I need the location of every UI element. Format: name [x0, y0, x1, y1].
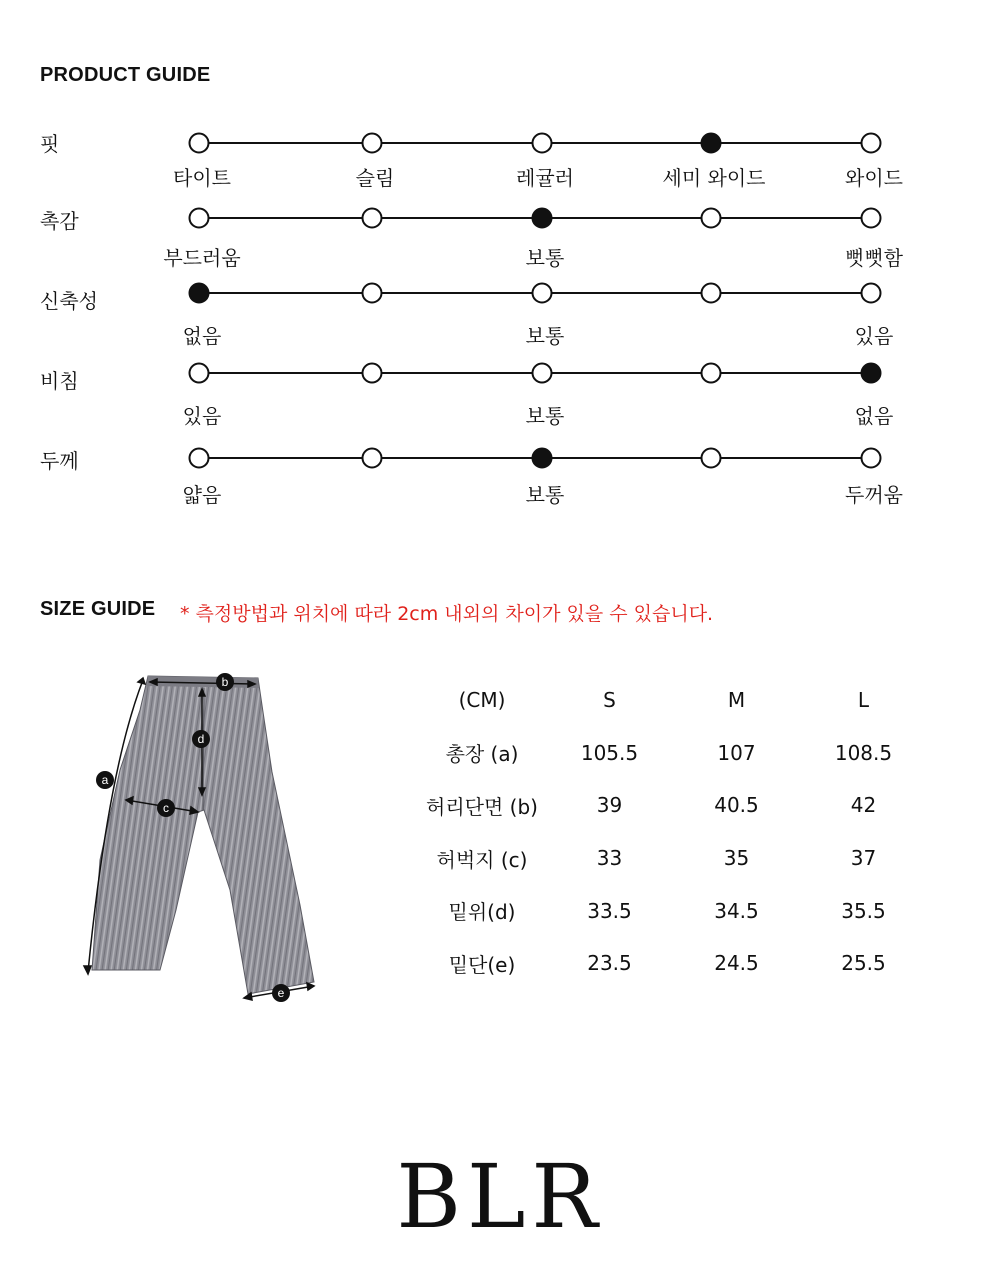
cell-value: 23.5 [587, 951, 632, 976]
scale-dot [362, 363, 383, 384]
marker-b-icon [216, 673, 234, 691]
cell-value: 40.5 [714, 793, 759, 818]
cell-value: 39 [596, 793, 623, 818]
row-label: 밑단(e) [448, 952, 516, 977]
row-label: 허리단면 (b) [426, 794, 538, 819]
svg-text:d: d [197, 732, 205, 746]
scale-caption: 두꺼움 [845, 483, 903, 507]
scale-dot [861, 208, 882, 229]
pants-measurement-diagram [80, 660, 340, 1010]
scale-dot [701, 283, 722, 304]
marker-c-icon [157, 799, 175, 817]
cell-value: 33.5 [587, 898, 632, 923]
scale-caption: 레귤러 [516, 166, 574, 190]
header-unit: (CM) [458, 688, 506, 713]
scale-dot [701, 208, 722, 229]
svg-text:e: e [277, 986, 285, 1000]
cell-value: 42 [850, 793, 877, 818]
cell-value: 105.5 [580, 740, 639, 765]
scale-dot [532, 363, 553, 384]
row-label: 밑위(d) [448, 900, 516, 925]
cell-value: 34.5 [714, 898, 759, 923]
header-size-l: L [857, 688, 870, 713]
cell-value: 35 [723, 846, 750, 871]
svg-text:a: a [101, 773, 109, 787]
scale-caption: 없음 [854, 404, 894, 428]
row-label: 허벅지 (c) [436, 847, 528, 872]
scale-dot [701, 363, 722, 384]
cell-value: 37 [850, 846, 877, 871]
scale-dot-selected [861, 363, 882, 384]
scale-caption: 없음 [182, 324, 222, 348]
scale-dot [189, 363, 210, 384]
scale-dot [532, 283, 553, 304]
table-row [418, 884, 927, 937]
header-size-s: S [603, 688, 616, 713]
scale-dot [861, 448, 882, 469]
size-table [418, 674, 927, 990]
size-guide-notice: * 측정방법과 위치에 따라 2cm 내외의 차이가 있을 수 있습니다. [180, 603, 714, 625]
scale-caption: 보통 [525, 246, 565, 270]
cell-value: 107 [717, 740, 756, 765]
scale-dot [362, 208, 383, 229]
scale-dot [861, 133, 882, 154]
scale-caption: 있음 [182, 404, 222, 428]
scale-dot-selected [532, 208, 553, 229]
header-size-m: M [727, 688, 746, 713]
table-row [418, 779, 927, 832]
scale-dot-selected [189, 283, 210, 304]
scale-caption: 슬림 [355, 166, 395, 190]
scale-caption: 보통 [525, 404, 565, 428]
scale-dot [362, 448, 383, 469]
scale-caption: 세미 와이드 [662, 166, 766, 190]
scale-label: 핏 [40, 132, 60, 156]
table-row [418, 727, 927, 780]
scale-dot-selected [532, 448, 553, 469]
scale-caption: 보통 [525, 324, 565, 348]
scale-label: 촉감 [40, 209, 79, 233]
cell-value: 108.5 [834, 740, 893, 765]
svg-text:b: b [221, 675, 229, 689]
marker-d-icon [192, 730, 210, 748]
scale-caption: 와이드 [845, 166, 903, 190]
scale-dot [861, 283, 882, 304]
scale-dot [362, 133, 383, 154]
size-table-header-row [418, 674, 927, 727]
brand-logo [374, 1145, 626, 1248]
cell-value: 35.5 [841, 898, 886, 923]
marker-e-icon [272, 984, 290, 1002]
cell-value: 33 [596, 846, 623, 871]
pants-silhouette [92, 676, 314, 994]
product-guide-title: PRODUCT GUIDE [40, 64, 211, 86]
scale-dot [701, 448, 722, 469]
svg-text:c: c [163, 801, 169, 815]
cell-value: 24.5 [714, 951, 759, 976]
scale-label: 두께 [40, 449, 79, 473]
scale-dot [362, 283, 383, 304]
scale-dot [532, 133, 553, 154]
scale-label: 비침 [40, 369, 79, 393]
cell-value: 25.5 [841, 951, 886, 976]
table-row [418, 832, 927, 885]
scale-caption: 보통 [525, 483, 565, 507]
scale-caption: 부드러움 [163, 246, 241, 270]
scale-caption: 타이트 [173, 166, 231, 190]
scale-dot [189, 448, 210, 469]
row-label: 총장 (a) [445, 742, 519, 767]
scale-dot [189, 208, 210, 229]
scale-dot-selected [701, 133, 722, 154]
size-guide-title: SIZE GUIDE [40, 598, 156, 620]
scale-caption: 얇음 [182, 483, 222, 507]
scale-label: 신축성 [40, 289, 98, 313]
marker-a-icon [96, 771, 114, 789]
scale-caption: 뻣뻣함 [845, 246, 903, 270]
table-row [418, 937, 927, 990]
scale-caption: 있음 [854, 324, 894, 348]
brand-logo-text: BLR [396, 1145, 604, 1248]
scale-dot [189, 133, 210, 154]
